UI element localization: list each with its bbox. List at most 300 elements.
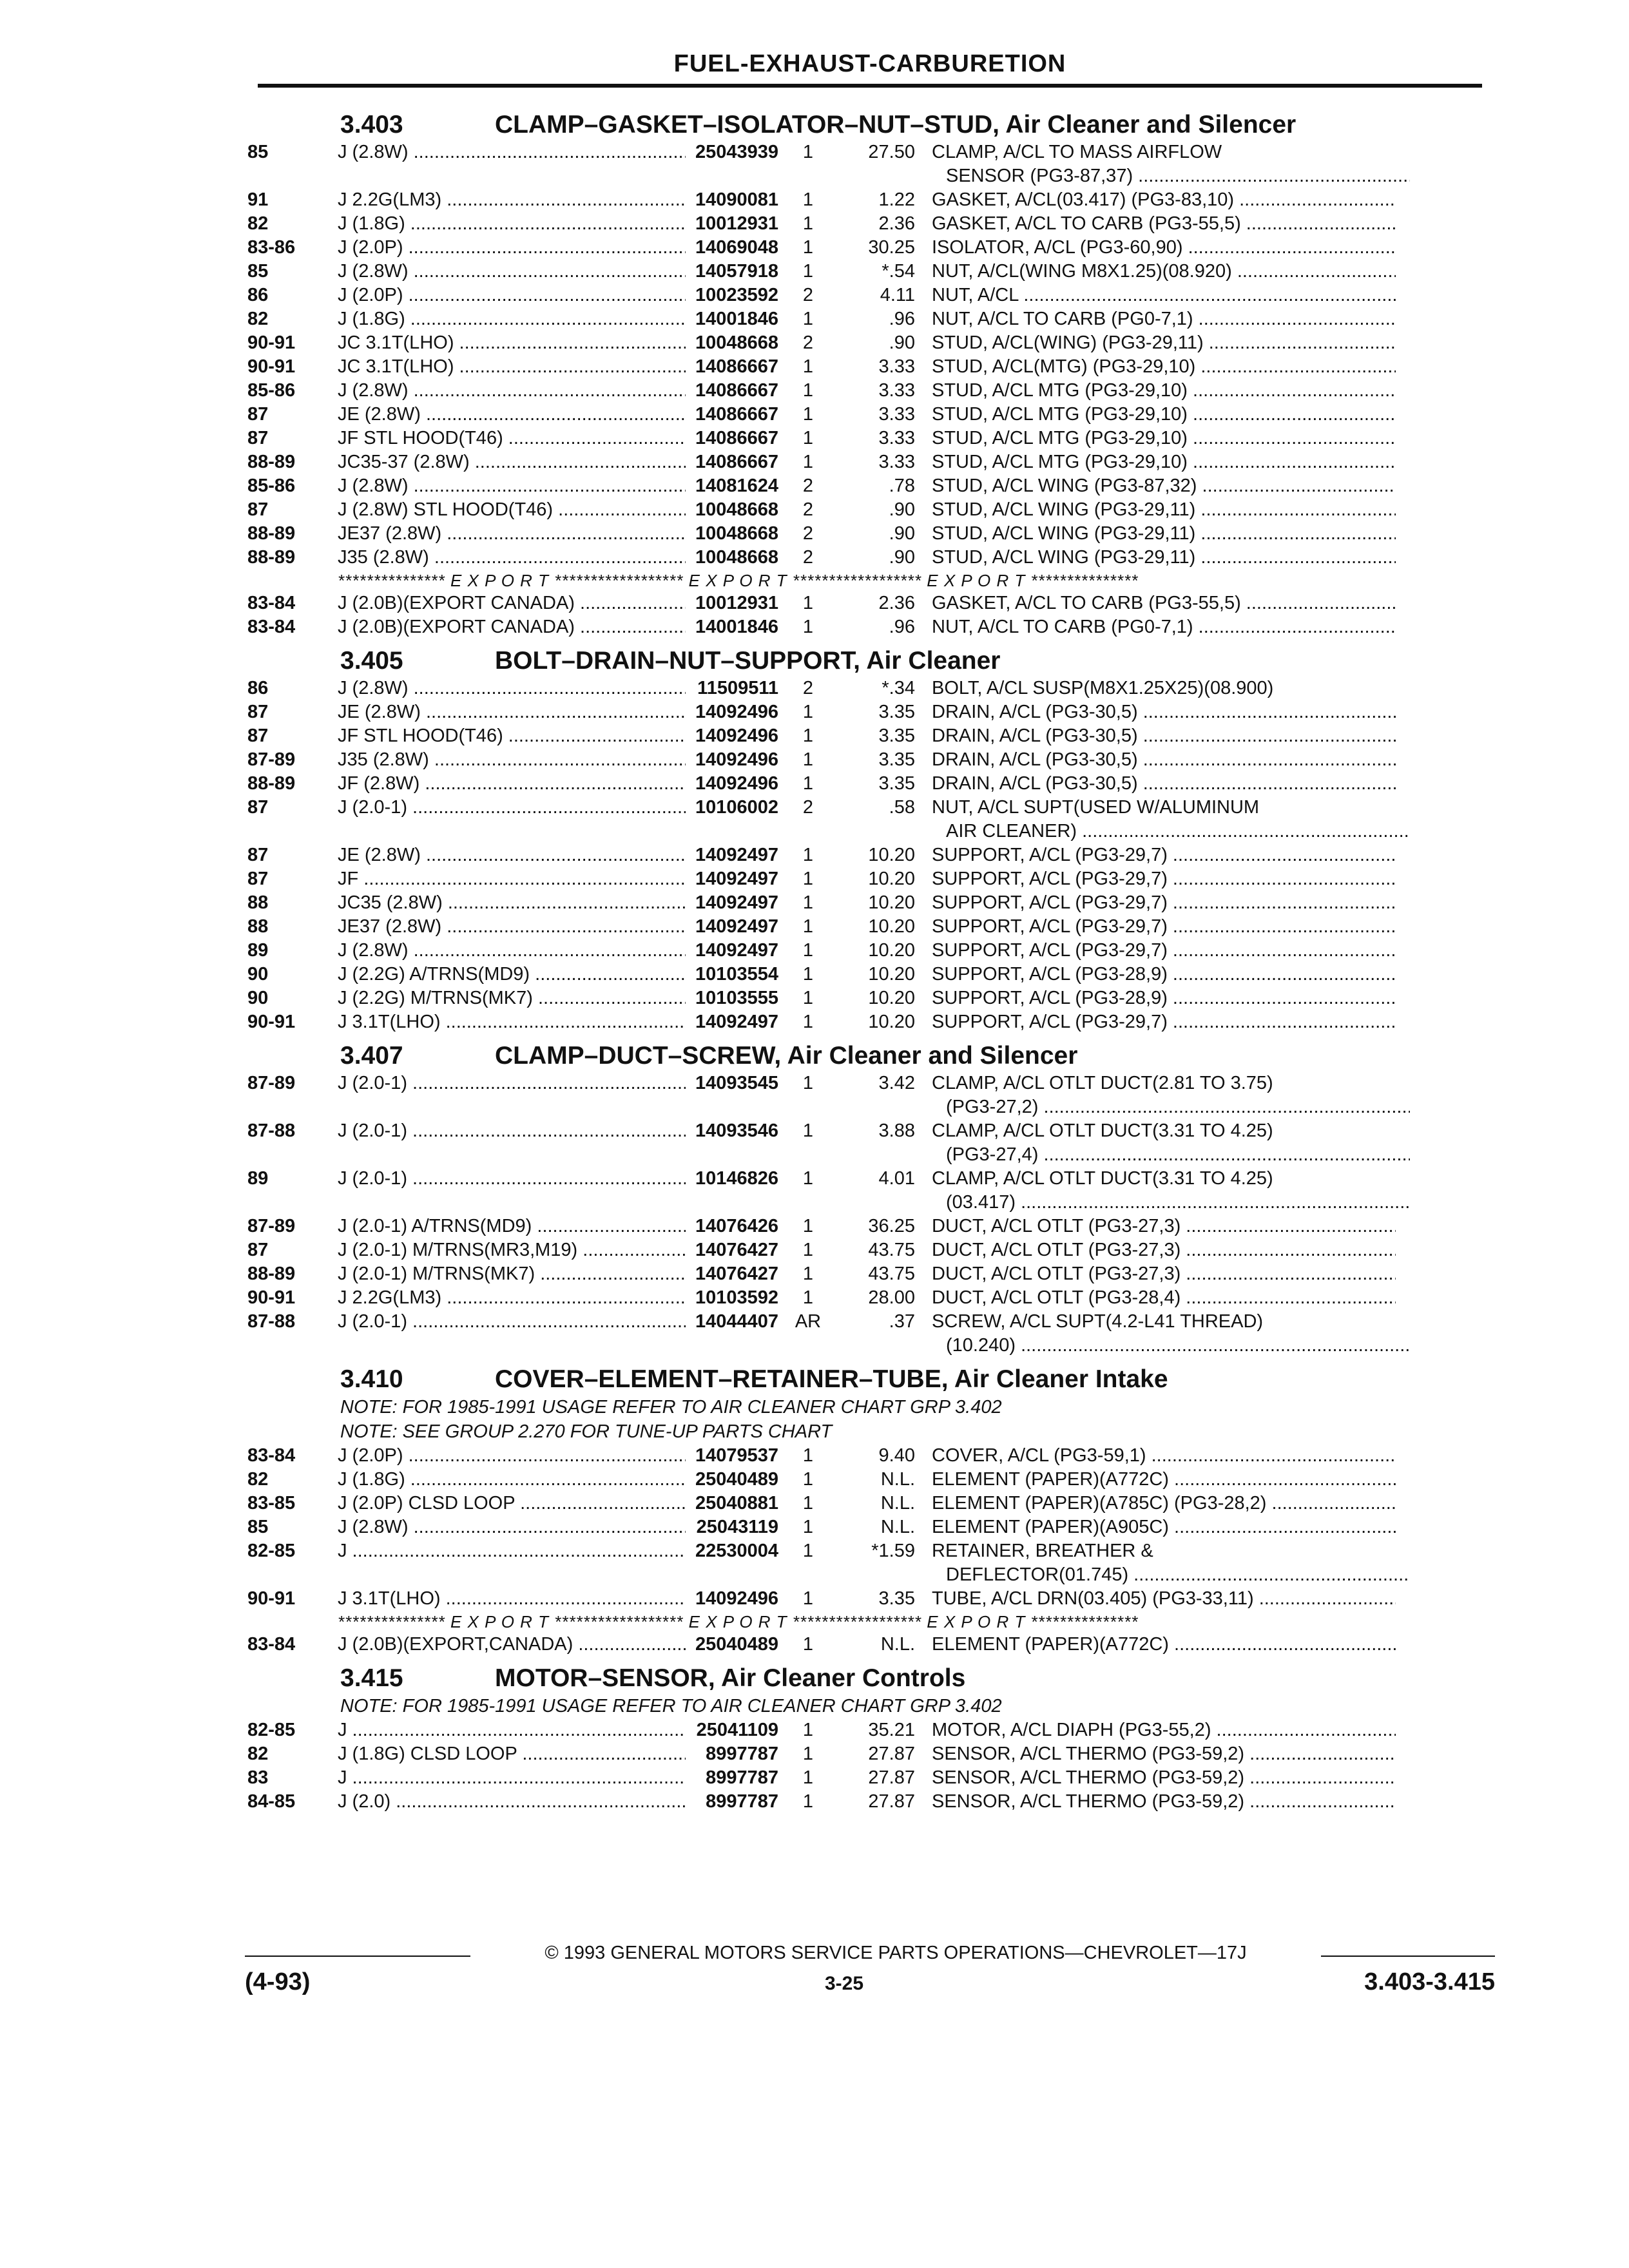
section-heading <box>245 1358 1495 1395</box>
parts-row <box>245 1766 1495 1790</box>
year-range: 87 <box>247 428 269 448</box>
part-number: 10048668 <box>695 332 778 353</box>
price <box>825 1563 932 1587</box>
year-range: 87-88 <box>247 1311 296 1332</box>
application: J (2.0-1) ..... <box>338 1167 686 1191</box>
part-number: 14044407 <box>695 1311 778 1332</box>
application: JC 3.1T(LHO) ..... <box>338 355 686 379</box>
parts-row <box>245 1215 1495 1238</box>
part-number: 14092496 <box>695 773 778 794</box>
year-range: 88 <box>247 892 269 913</box>
parts-row <box>245 1492 1495 1515</box>
price: 2.36 <box>878 593 915 613</box>
quantity: 1 <box>802 1493 814 1514</box>
quantity <box>778 1334 825 1358</box>
price: 27.87 <box>868 1744 915 1764</box>
application: JF STL HOOD(T46) ..... <box>338 724 686 748</box>
parts-listing <box>245 103 1495 1814</box>
parts-row <box>245 1262 1495 1286</box>
quantity <box>778 1563 825 1587</box>
price: 3.35 <box>878 726 915 746</box>
quantity: 1 <box>802 309 814 329</box>
part-number: 14092496 <box>695 702 778 722</box>
year-range: 86 <box>247 285 269 305</box>
description: GASKET, A/CL(03.417) (PG3-83,10) ..... <box>932 188 1396 212</box>
description: DEFLECTOR(01.745) ..... <box>932 1563 1410 1587</box>
price <box>825 1143 932 1167</box>
quantity: 1 <box>802 1168 814 1189</box>
description: DRAIN, A/CL (PG3-30,5) ..... <box>932 700 1396 724</box>
parts-row <box>245 1286 1495 1310</box>
part-number: 14076427 <box>695 1240 778 1260</box>
application: JE37 (2.8W) ..... <box>338 915 686 939</box>
description: DRAIN, A/CL (PG3-30,5) ..... <box>932 772 1396 796</box>
application: J (2.8W) STL HOOD(T46) ..... <box>338 498 686 522</box>
parts-row <box>245 1310 1495 1334</box>
part-number: 14001846 <box>695 617 778 637</box>
parts-row <box>245 700 1495 724</box>
application: J35 (2.8W) ..... <box>338 546 686 570</box>
application: J ..... <box>338 1539 686 1563</box>
description: ELEMENT (PAPER)(A772C) ..... <box>932 1468 1396 1492</box>
application: J (2.0-1) M/TRNS(MK7) ..... <box>338 1262 686 1286</box>
header-rule <box>258 84 1482 88</box>
price: 10.20 <box>868 845 915 865</box>
section-3-405 <box>245 639 1495 1034</box>
year-range <box>245 1563 338 1587</box>
year-range: 83-85 <box>247 1493 296 1514</box>
price: 3.35 <box>878 1588 915 1609</box>
part-number <box>686 1191 778 1215</box>
description: STUD, A/CL WING (PG3-29,11) ..... <box>932 522 1396 546</box>
parts-row <box>245 1468 1495 1492</box>
part-number <box>686 820 778 843</box>
part-number: 25040881 <box>695 1493 778 1514</box>
price: 10.20 <box>868 1012 915 1032</box>
footer-copyright: © 1993 GENERAL MOTORS SERVICE PARTS OPERATIONS—CHEVROLET—17J <box>545 1943 1247 1963</box>
parts-row <box>245 1167 1495 1191</box>
year-range: 83 <box>247 1767 269 1788</box>
year-range: 88-89 <box>247 547 296 568</box>
price: 1.22 <box>878 189 915 210</box>
part-number: 8997787 <box>706 1744 778 1764</box>
part-number: 14092497 <box>695 892 778 913</box>
year-range: 85-86 <box>247 380 296 401</box>
section-number: 3.415 <box>340 1664 403 1692</box>
quantity: 1 <box>802 916 814 937</box>
price: *.54 <box>882 261 915 282</box>
year-range: 87 <box>247 702 269 722</box>
part-number: 10103554 <box>695 964 778 985</box>
part-number: 14081624 <box>695 476 778 496</box>
year-range: 83-86 <box>247 237 296 258</box>
description: SENSOR (PG3-87,37) ..... <box>932 164 1410 188</box>
description: (PG3-27,4) ..... <box>932 1143 1410 1167</box>
quantity: 1 <box>802 213 814 234</box>
year-range: 82-85 <box>247 1541 296 1561</box>
year-range: 87-88 <box>247 1120 296 1141</box>
price: N.L. <box>880 1517 915 1537</box>
quantity: 1 <box>802 1541 814 1561</box>
parts-row-continuation <box>245 1334 1495 1358</box>
price: 10.20 <box>868 940 915 961</box>
parts-row <box>245 1633 1495 1657</box>
section-title: CLAMP–GASKET–ISOLATOR–NUT–STUD, Air Cleaner and Silencer <box>495 111 1296 139</box>
quantity: 1 <box>802 428 814 448</box>
application: J (2.0P) ..... <box>338 1444 686 1468</box>
part-number: 10103592 <box>695 1287 778 1308</box>
parts-row <box>245 140 1495 164</box>
part-number: 10106002 <box>695 797 778 818</box>
parts-row <box>245 474 1495 498</box>
parts-row <box>245 677 1495 700</box>
quantity: 1 <box>802 1120 814 1141</box>
part-number: 10048668 <box>695 499 778 520</box>
description: SUPPORT, A/CL (PG3-28,9) ..... <box>932 986 1396 1010</box>
section-3-403 <box>245 103 1495 639</box>
part-number: 14092496 <box>695 749 778 770</box>
application: JF ..... <box>338 867 686 891</box>
description: SCREW, A/CL SUPT(4.2-L41 THREAD) <box>932 1311 1264 1332</box>
application: J (2.8W) ..... <box>338 260 686 284</box>
year-range: 89 <box>247 1168 269 1189</box>
section-title: MOTOR–SENSOR, Air Cleaner Controls <box>495 1664 966 1692</box>
price: 3.33 <box>878 380 915 401</box>
parts-row <box>245 1718 1495 1742</box>
quantity: 2 <box>802 285 814 305</box>
section-heading <box>245 639 1495 677</box>
year-range: 83-84 <box>247 1634 296 1655</box>
part-number: 14086667 <box>695 356 778 377</box>
quantity: 1 <box>802 1517 814 1537</box>
quantity: 1 <box>802 940 814 961</box>
parts-row <box>245 772 1495 796</box>
price: 27.50 <box>868 142 915 162</box>
quantity: 2 <box>802 332 814 353</box>
quantity: 1 <box>802 1767 814 1788</box>
price: 9.40 <box>878 1445 915 1466</box>
quantity: 1 <box>802 1469 814 1490</box>
description: TUBE, A/CL DRN(03.405) (PG3-33,11) ..... <box>932 1587 1396 1611</box>
part-number: 14086667 <box>695 452 778 472</box>
application: J 3.1T(LHO) ..... <box>338 1010 686 1034</box>
footer-group-range: 3.403-3.415 <box>1364 1968 1495 1995</box>
price: 10.20 <box>868 892 915 913</box>
section-title: CLAMP–DUCT–SCREW, Air Cleaner and Silencer <box>495 1042 1078 1070</box>
parts-row <box>245 379 1495 403</box>
part-number: 10012931 <box>695 593 778 613</box>
quantity: 1 <box>802 593 814 613</box>
application: J (2.8W) ..... <box>338 1515 686 1539</box>
price <box>825 1095 932 1119</box>
footer-rule-left <box>245 1956 470 1957</box>
price: 4.01 <box>878 1168 915 1189</box>
part-number: 10146826 <box>695 1168 778 1189</box>
description: STUD, A/CL MTG (PG3-29,10) ..... <box>932 403 1396 427</box>
part-number <box>686 164 778 188</box>
part-number <box>686 1334 778 1358</box>
parts-row <box>245 403 1495 427</box>
part-number: 14092496 <box>695 1588 778 1609</box>
parts-row <box>245 986 1495 1010</box>
part-number: 10048668 <box>695 547 778 568</box>
description: SUPPORT, A/CL (PG3-29,7) ..... <box>932 915 1396 939</box>
description: STUD, A/CL MTG (PG3-29,10) ..... <box>932 427 1396 450</box>
part-number: 25041109 <box>696 1720 778 1740</box>
application: JF STL HOOD(T46) ..... <box>338 427 686 450</box>
year-range: 87-89 <box>247 1216 296 1236</box>
section-3-415 <box>245 1657 1495 1814</box>
part-number <box>686 1563 778 1587</box>
section-note: NOTE: SEE GROUP 2.270 FOR TUNE-UP PARTS CHART <box>340 1421 833 1442</box>
description: DUCT, A/CL OTLT (PG3-28,4) ..... <box>932 1286 1396 1310</box>
price <box>825 1334 932 1358</box>
year-range: 87-89 <box>247 749 296 770</box>
description: DRAIN, A/CL (PG3-30,5) ..... <box>932 748 1396 772</box>
year-range <box>245 1334 338 1358</box>
quantity: 2 <box>802 797 814 818</box>
quantity: 1 <box>802 356 814 377</box>
quantity: 1 <box>802 988 814 1008</box>
parts-row <box>245 307 1495 331</box>
parts-row-continuation <box>245 820 1495 843</box>
year-range: 90-91 <box>247 1588 296 1609</box>
price: 3.35 <box>878 702 915 722</box>
description: SUPPORT, A/CL (PG3-29,7) ..... <box>932 867 1396 891</box>
application: J (2.0-1) ..... <box>338 1119 686 1143</box>
footer-date: (4-93) <box>245 1968 311 1995</box>
year-range: 83-84 <box>247 1445 296 1466</box>
price <box>825 1191 932 1215</box>
description: DUCT, A/CL OTLT (PG3-27,3) ..... <box>932 1262 1396 1286</box>
description: CLAMP, A/CL OTLT DUCT(3.31 TO 4.25) <box>932 1168 1273 1189</box>
application: J (2.0-1) ..... <box>338 1072 686 1095</box>
price: .96 <box>889 617 915 637</box>
price: 3.33 <box>878 452 915 472</box>
parts-row <box>245 1742 1495 1766</box>
part-number: 14079537 <box>695 1445 778 1466</box>
parts-row <box>245 891 1495 915</box>
application: J (2.2G) M/TRNS(MK7) ..... <box>338 986 686 1010</box>
parts-row <box>245 1238 1495 1262</box>
description: SUPPORT, A/CL (PG3-29,7) ..... <box>932 843 1396 867</box>
quantity: 1 <box>802 1634 814 1655</box>
section-3-407 <box>245 1034 1495 1358</box>
part-number: 25040489 <box>695 1469 778 1490</box>
year-range: 85-86 <box>247 476 296 496</box>
section-note: NOTE: FOR 1985-1991 USAGE REFER TO AIR CLEANER CHART GRP 3.402 <box>340 1696 1002 1716</box>
parts-row <box>245 1587 1495 1611</box>
description: (03.417) ..... <box>932 1191 1410 1215</box>
application: J (1.8G) CLSD LOOP ..... <box>338 1742 686 1766</box>
price: *.34 <box>882 678 915 698</box>
price: 43.75 <box>868 1240 915 1260</box>
price: 3.88 <box>878 1120 915 1141</box>
price: 3.33 <box>878 428 915 448</box>
quantity: 1 <box>802 404 814 425</box>
application: JE37 (2.8W) ..... <box>338 522 686 546</box>
year-range: 87 <box>247 404 269 425</box>
quantity: 1 <box>802 1720 814 1740</box>
year-range: 88-89 <box>247 1264 296 1284</box>
price: 10.20 <box>868 916 915 937</box>
quantity: 1 <box>802 773 814 794</box>
price: 43.75 <box>868 1264 915 1284</box>
section-3-410 <box>245 1358 1495 1657</box>
year-range: 82 <box>247 1469 269 1490</box>
parts-row <box>245 724 1495 748</box>
year-range <box>245 1143 338 1167</box>
part-number <box>686 1143 778 1167</box>
section-heading <box>245 103 1495 140</box>
part-number: 14093546 <box>695 1120 778 1141</box>
quantity: 2 <box>802 547 814 568</box>
year-range: 87 <box>247 1240 269 1260</box>
year-range: 84-85 <box>247 1791 296 1812</box>
price: 3.35 <box>878 749 915 770</box>
parts-row-continuation <box>245 1191 1495 1215</box>
quantity: 1 <box>802 1287 814 1308</box>
part-number: 14092497 <box>695 916 778 937</box>
description: STUD, A/CL MTG (PG3-29,10) ..... <box>932 450 1396 474</box>
price: 3.33 <box>878 404 915 425</box>
price: 3.35 <box>878 773 915 794</box>
year-range: 82-85 <box>247 1720 296 1740</box>
quantity: 1 <box>802 1791 814 1812</box>
application: JC 3.1T(LHO) ..... <box>338 331 686 355</box>
description: NUT, A/CL TO CARB (PG0-7,1) ..... <box>932 307 1396 331</box>
part-number: 10012931 <box>695 213 778 234</box>
price: .90 <box>889 499 915 520</box>
price: 35.21 <box>868 1720 915 1740</box>
parts-row <box>245 1072 1495 1095</box>
parts-row <box>245 498 1495 522</box>
description: NUT, A/CL SUPT(USED W/ALUMINUM <box>932 797 1260 818</box>
year-range: 83-84 <box>247 593 296 613</box>
price: 30.25 <box>868 237 915 258</box>
quantity: 1 <box>802 261 814 282</box>
description: STUD, A/CL WING (PG3-29,11) ..... <box>932 546 1396 570</box>
parts-row-continuation <box>245 164 1495 188</box>
section-number: 3.403 <box>340 111 403 139</box>
export-divider: *************** E X P O R T ****************** E X P O R T ****************** E X P O R T *************** <box>338 571 1139 590</box>
description: NUT, A/CL TO CARB (PG0-7,1) ..... <box>932 615 1396 639</box>
section-heading <box>245 1034 1495 1072</box>
price: 10.20 <box>868 869 915 889</box>
description: SUPPORT, A/CL (PG3-29,7) ..... <box>932 939 1396 963</box>
year-range: 87-89 <box>247 1073 296 1093</box>
quantity <box>778 1143 825 1167</box>
price: 2.36 <box>878 213 915 234</box>
year-range: 85 <box>247 142 269 162</box>
description: NUT, A/CL ..... <box>932 284 1396 307</box>
price: .58 <box>889 797 915 818</box>
year-range: 87 <box>247 726 269 746</box>
quantity: 1 <box>802 1744 814 1764</box>
application: J (2.0-1) ..... <box>338 796 686 820</box>
description: DUCT, A/CL OTLT (PG3-27,3) ..... <box>932 1215 1396 1238</box>
description: STUD, A/CL WING (PG3-29,11) ..... <box>932 498 1396 522</box>
quantity: 1 <box>802 892 814 913</box>
price: 36.25 <box>868 1216 915 1236</box>
part-number: 14057918 <box>695 261 778 282</box>
quantity <box>778 1191 825 1215</box>
parts-row <box>245 1010 1495 1034</box>
part-number: 10048668 <box>695 523 778 544</box>
application: J ..... <box>338 1766 686 1790</box>
description: ISOLATOR, A/CL (PG3-60,90) ..... <box>932 236 1396 260</box>
quantity: 1 <box>802 142 814 162</box>
year-range: 82 <box>247 213 269 234</box>
price: 27.87 <box>868 1791 915 1812</box>
part-number: 14092497 <box>695 940 778 961</box>
parts-row <box>245 867 1495 891</box>
application: JC35 (2.8W) ..... <box>338 891 686 915</box>
part-number: 14092497 <box>695 869 778 889</box>
quantity <box>778 164 825 188</box>
description: GASKET, A/CL TO CARB (PG3-55,5) ..... <box>932 212 1396 236</box>
description: (10.240) ..... <box>932 1334 1410 1358</box>
quantity: 1 <box>802 1240 814 1260</box>
price: .90 <box>889 547 915 568</box>
price <box>825 164 932 188</box>
parts-row-continuation <box>245 1095 1495 1119</box>
part-number: 14086667 <box>695 404 778 425</box>
description: CLAMP, A/CL OTLT DUCT(2.81 TO 3.75) <box>932 1073 1273 1093</box>
description: ELEMENT (PAPER)(A772C) ..... <box>932 1633 1396 1657</box>
section-title: COVER–ELEMENT–RETAINER–TUBE, Air Cleaner Intake <box>495 1365 1168 1393</box>
parts-row <box>245 843 1495 867</box>
application: JE (2.8W) ..... <box>338 700 686 724</box>
application: J (1.8G) ..... <box>338 1468 686 1492</box>
price: .96 <box>889 309 915 329</box>
part-number: 14069048 <box>695 237 778 258</box>
year-range <box>245 164 338 188</box>
quantity: 1 <box>802 1216 814 1236</box>
parts-row <box>245 1444 1495 1468</box>
year-range: 87 <box>247 845 269 865</box>
year-range <box>245 1095 338 1119</box>
description: SUPPORT, A/CL (PG3-28,9) ..... <box>932 963 1396 986</box>
application: J (2.8W) ..... <box>338 474 686 498</box>
parts-row <box>245 963 1495 986</box>
price: 10.20 <box>868 988 915 1008</box>
section-title: BOLT–DRAIN–NUT–SUPPORT, Air Cleaner <box>495 647 1001 675</box>
quantity: 1 <box>802 1588 814 1609</box>
year-range: 90-91 <box>247 356 296 377</box>
part-number: 14086667 <box>695 380 778 401</box>
parts-row-continuation <box>245 1563 1495 1587</box>
quantity: 1 <box>802 1264 814 1284</box>
year-range: 90 <box>247 988 269 1008</box>
description: CLAMP, A/CL OTLT DUCT(3.31 TO 4.25) <box>932 1120 1273 1141</box>
parts-row <box>245 1515 1495 1539</box>
quantity: 1 <box>802 869 814 889</box>
description: NUT, A/CL(WING M8X1.25)(08.920) ..... <box>932 260 1396 284</box>
application: J (2.0P) ..... <box>338 284 686 307</box>
description: STUD, A/CL(MTG) (PG3-29,10) ..... <box>932 355 1396 379</box>
quantity: 1 <box>802 749 814 770</box>
part-number: 14093545 <box>695 1073 778 1093</box>
parts-row <box>245 188 1495 212</box>
section-number: 3.405 <box>340 647 403 675</box>
parts-row-continuation <box>245 1143 1495 1167</box>
application: J (2.0-1) ..... <box>338 1310 686 1334</box>
parts-row <box>245 1119 1495 1143</box>
application: J (2.0P) ..... <box>338 236 686 260</box>
part-number: 11509511 <box>697 678 778 698</box>
parts-row <box>245 546 1495 570</box>
